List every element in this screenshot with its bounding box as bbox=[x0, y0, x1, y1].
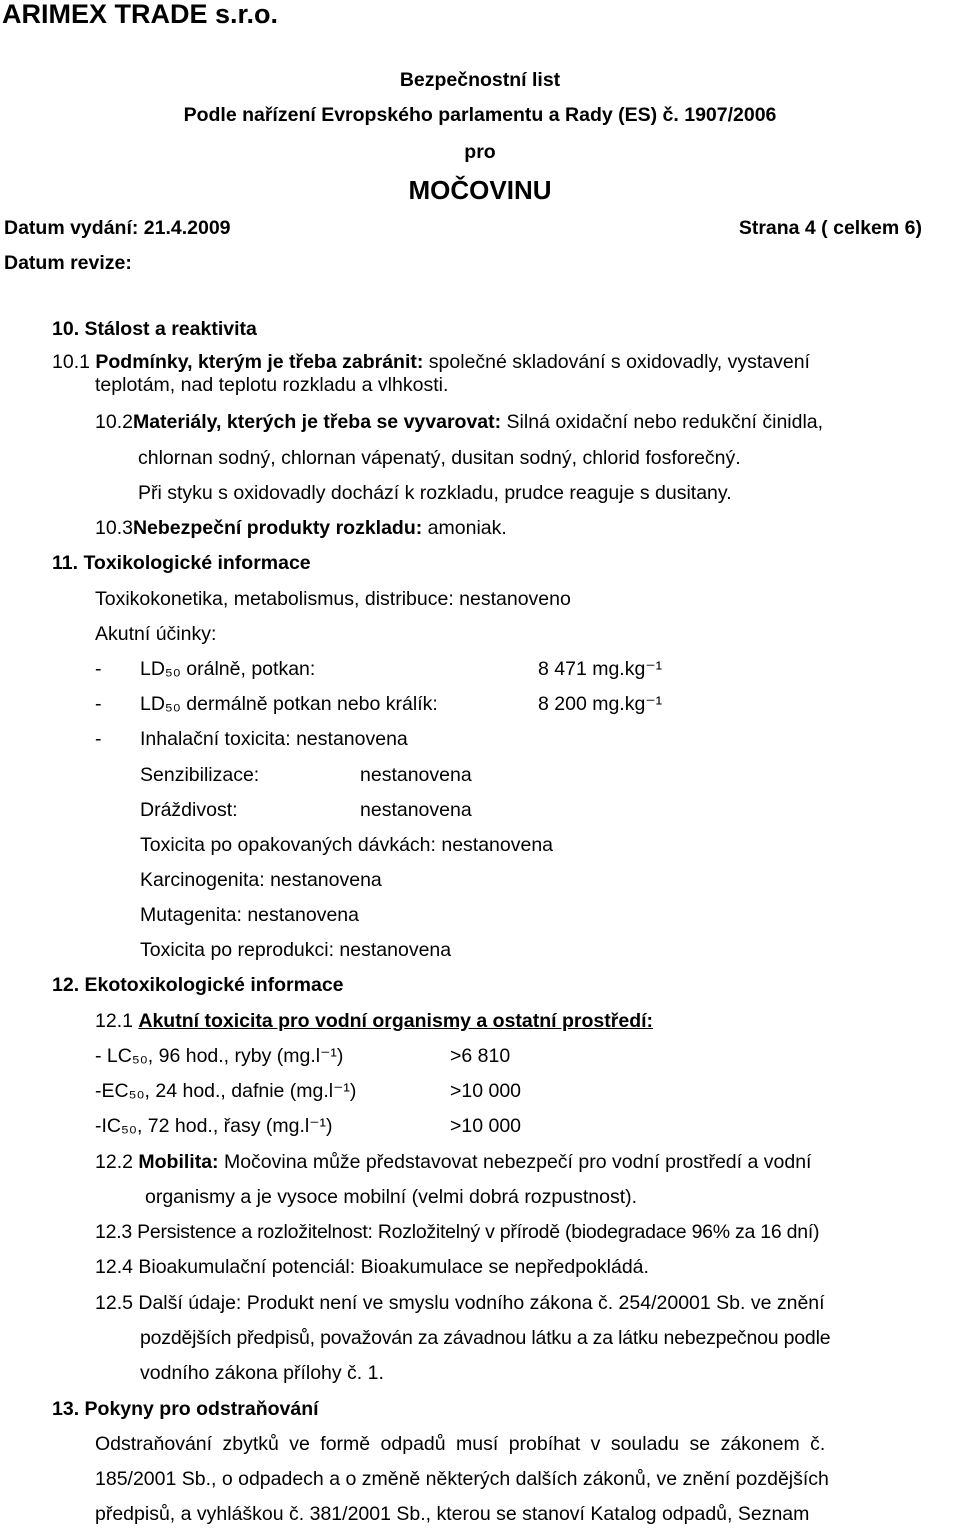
ic50-label: -IC₅₀, 72 hod., řasy (mg.l⁻¹) bbox=[95, 1115, 333, 1137]
section-12-2: 12.2 Mobilita: Močovina může představovat nebezpečí pro vodní prostředí a vodní bbox=[95, 1151, 812, 1173]
section-13-title: 13. Pokyny pro odstraňování bbox=[52, 1398, 319, 1420]
section-13-line-1: Odstraňování zbytků ve formě odpadů musí probíhat v souladu se zákonem č. bbox=[95, 1433, 826, 1455]
list-bullet: - bbox=[95, 658, 102, 680]
mutagenicity: Mutagenita: nestanovena bbox=[140, 904, 359, 926]
inhalation-toxicity: Inhalační toxicita: nestanovena bbox=[140, 728, 408, 750]
pro-label: pro bbox=[464, 141, 496, 163]
list-bullet: - bbox=[95, 728, 102, 750]
section-12-5-cont2: vodního zákona přílohy č. 1. bbox=[140, 1362, 384, 1384]
section-13-line-2: 185/2001 Sb., o odpadech a o změně některých dalších zákonů, ve znění pozdějších bbox=[95, 1468, 829, 1490]
ec50-value: >10 000 bbox=[450, 1080, 522, 1102]
section-10-title: 10. Stálost a reaktivita bbox=[52, 318, 257, 340]
repeated-dose-toxicity: Toxicita po opakovaných dávkách: nestanovena bbox=[140, 834, 554, 856]
ld50-dermal-value: 8 200 mg.kg⁻¹ bbox=[538, 693, 663, 715]
section-10-2: 10.2Materiály, kterých je třeba se vyvarovat: Silná oxidační nebo redukční činidla, bbox=[95, 411, 824, 433]
section-13-line-3: předpisů, a vyhláškou č. 381/2001 Sb., kterou se stanoví Katalog odpadů, Seznam bbox=[95, 1503, 810, 1525]
company-name: ARIMEX TRADE s.r.o. bbox=[2, 0, 279, 29]
section-12-4: 12.4 Bioakumulační potenciál: Bioakumulace se nepředpokládá. bbox=[95, 1256, 649, 1278]
section-12-5-cont: pozdějších předpisů, považován za závadnou látku a za látku nebezpečnou podle bbox=[140, 1327, 831, 1349]
irritation-value: nestanovena bbox=[360, 799, 472, 821]
ld50-dermal-label: LD₅₀ dermálně potkan nebo králík: bbox=[140, 693, 438, 715]
regulation-line: Podle nařízení Evropského parlamentu a Rady (ES) č. 1907/2006 bbox=[183, 104, 777, 126]
section-12-3: 12.3 Persistence a rozložitelnost: Rozložitelný v přírodě (biodegradace 96% za 16 dní) bbox=[95, 1221, 820, 1243]
acute-effects-label: Akutní účinky: bbox=[95, 623, 217, 645]
section-12-2-cont: organismy a je vysoce mobilní (velmi dobrá rozpustnost). bbox=[145, 1186, 638, 1208]
list-bullet: - bbox=[95, 693, 102, 715]
section-10-2-cont2: Při styku s oxidovadly dochází k rozkladu, prudce reaguje s dusitany. bbox=[138, 482, 732, 504]
section-12-5: 12.5 Další údaje: Produkt není ve smyslu vodního zákona č. 254/20001 Sb. ve znění bbox=[95, 1292, 825, 1314]
section-12-1: 12.1 Akutní toxicita pro vodní organismy a ostatní prostředí: bbox=[95, 1010, 654, 1032]
irritation-label: Dráždivost: bbox=[140, 799, 238, 821]
lc50-label: - LC₅₀, 96 hod., ryby (mg.l⁻¹) bbox=[95, 1045, 344, 1067]
section-10-1: 10.1 Podmínky, kterým je třeba zabránit: společné skladování s oxidovadly, vystavení bbox=[52, 351, 810, 373]
section-10-2-cont: chlornan sodný, chlornan vápenatý, dusitan sodný, chlorid fosforečný. bbox=[138, 447, 741, 469]
carcinogenicity: Karcinogenita: nestanovena bbox=[140, 869, 382, 891]
section-10-3: 10.3Nebezpeční produkty rozkladu: amoniak. bbox=[95, 517, 507, 539]
ic50-value: >10 000 bbox=[450, 1115, 522, 1137]
toxicokinetics: Toxikokonetika, metabolismus, distribuce: nestanoveno bbox=[95, 588, 571, 610]
section-12-title: 12. Ekotoxikologické informace bbox=[52, 974, 344, 996]
ec50-label: -EC₅₀, 24 hod., dafnie (mg.l⁻¹) bbox=[95, 1080, 357, 1102]
section-11-title: 11. Toxikologické informace bbox=[52, 552, 311, 574]
document-title: Bezpečnostní list bbox=[399, 69, 561, 91]
ld50-oral-label: LD₅₀ orálně, potkan: bbox=[140, 658, 316, 680]
section-10-1-cont: teplotám, nad teplotu rozkladu a vlhkosti. bbox=[95, 374, 449, 396]
reproductive-toxicity: Toxicita po reprodukci: nestanovena bbox=[140, 939, 452, 961]
product-name: MOČOVINU bbox=[408, 175, 552, 205]
lc50-value: >6 810 bbox=[450, 1045, 511, 1067]
sensitization-label: Senzibilizace: bbox=[140, 764, 260, 786]
ld50-oral-value: 8 471 mg.kg⁻¹ bbox=[538, 658, 663, 680]
page-indicator: Strana 4 ( celkem 6) bbox=[738, 217, 922, 239]
revision-date: Datum revize: bbox=[4, 252, 132, 274]
issue-date: Datum vydání: 21.4.2009 bbox=[4, 217, 231, 239]
sensitization-value: nestanovena bbox=[360, 764, 472, 786]
